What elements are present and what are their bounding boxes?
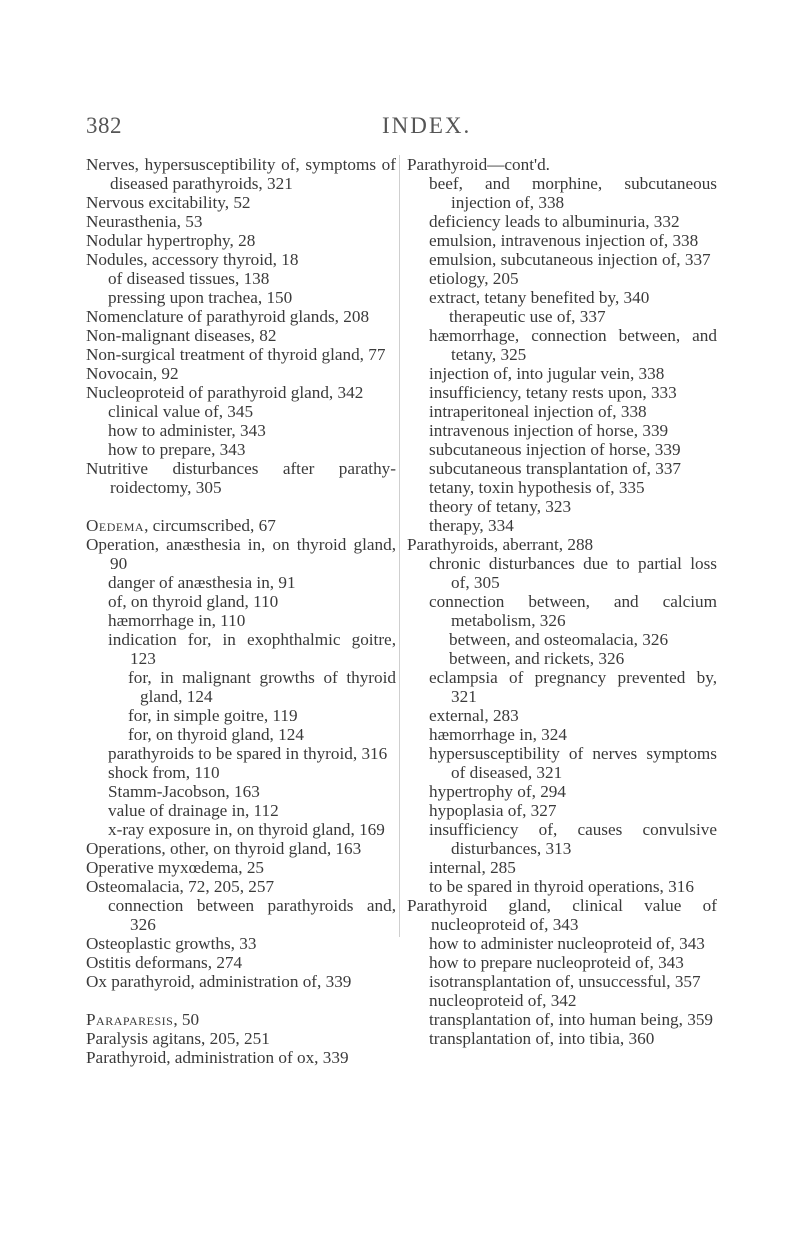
index-subentry: external, 283 bbox=[429, 706, 519, 725]
index-subentry: nucleoproteid of, 342 bbox=[429, 991, 577, 1010]
index-column-right bbox=[407, 155, 717, 1048]
index-subentry: how to administer, 343 bbox=[108, 421, 266, 440]
index-subentry: insufficiency, tetany rests upon, 333 bbox=[429, 383, 677, 402]
index-subentry: for, in malignant growths of thyroid gland, 124 bbox=[128, 668, 396, 706]
index-subentry: hypertrophy of, 294 bbox=[429, 782, 566, 801]
index-subentry: hæmorrhage in, 324 bbox=[429, 725, 567, 744]
index-entry: Osteoplastic growths, 33 bbox=[86, 934, 257, 953]
page-title: INDEX. bbox=[382, 113, 472, 138]
index-entry: Nerves, hypersusceptibility of, symptoms of diseased parathyroids, 321 bbox=[86, 155, 396, 193]
index-subentry: theory of tetany, 323 bbox=[429, 497, 572, 516]
index-subentry: therapy, 334 bbox=[429, 516, 514, 535]
index-subentry: beef, and morphine, subcutaneous injection of, 338 bbox=[429, 174, 717, 212]
index-subentry: how to administer nucleoproteid of, 343 bbox=[429, 934, 705, 953]
index-subentry: for, in simple goitre, 119 bbox=[128, 706, 298, 725]
index-entry: Oedema, circumscribed, 67 bbox=[86, 516, 276, 535]
letter-section-gap bbox=[86, 991, 396, 1010]
index-entry: Non-malignant diseases, 82 bbox=[86, 326, 277, 345]
letter-section-gap bbox=[86, 497, 396, 516]
index-entry: Paralysis agitans, 205, 251 bbox=[86, 1029, 270, 1048]
index-subentry: parathyroids to be spared in thyroid, 316 bbox=[108, 744, 388, 763]
index-subentry: transplantation of, into tibia, 360 bbox=[429, 1029, 655, 1048]
index-subentry: x-ray exposure in, on thyroid gland, 169 bbox=[108, 820, 385, 839]
index-entry: Nucleoproteid of parathyroid gland, 342 bbox=[86, 383, 364, 402]
index-subentry: subcutaneous injection of horse, 339 bbox=[429, 440, 681, 459]
index-subentry: how to prepare, 343 bbox=[108, 440, 246, 459]
index-subentry: hæmorrhage in, 110 bbox=[108, 611, 246, 630]
index-entry: Ox parathyroid, administration of, 339 bbox=[86, 972, 352, 991]
index-subentry: of diseased tissues, 138 bbox=[108, 269, 270, 288]
column-divider bbox=[399, 155, 400, 937]
index-entry: Operations, other, on thyroid gland, 163 bbox=[86, 839, 362, 858]
index-subentry: to be spared in thyroid operations, 316 bbox=[429, 877, 694, 896]
index-subentry: transplantation of, into human being, 359 bbox=[429, 1010, 714, 1029]
index-subentry: indication for, in exophthalmic goitre, 123 bbox=[108, 630, 396, 668]
index-entry: Parathyroid gland, clinical value of nucleoproteid of, 343 bbox=[407, 896, 717, 934]
index-entry: Nodular hypertrophy, 28 bbox=[86, 231, 256, 250]
index-subentry: pressing upon trachea, 150 bbox=[108, 288, 293, 307]
index-subentry: clinical value of, 345 bbox=[108, 402, 254, 421]
index-entry: Osteomalacia, 72, 205, 257 bbox=[86, 877, 275, 896]
index-subentry: deficiency leads to albuminuria, 332 bbox=[429, 212, 680, 231]
index-subentry: subcutaneous transplantation of, 337 bbox=[429, 459, 682, 478]
index-subentry: for, on thyroid gland, 124 bbox=[128, 725, 304, 744]
index-subentry: hypersusceptibility of nerves symptoms of diseased, 321 bbox=[429, 744, 717, 782]
index-subentry: hæmorrhage, connection between, and tetany, 325 bbox=[429, 326, 717, 364]
index-entry: Parathyroid, administration of ox, 339 bbox=[86, 1048, 349, 1067]
index-subentry: intraperitoneal injection of, 338 bbox=[429, 402, 647, 421]
index-subentry: between, and rickets, 326 bbox=[449, 649, 625, 668]
index-subentry: connection between, and calcium metabolism, 326 bbox=[429, 592, 717, 630]
index-entry: Operative myxœdema, 25 bbox=[86, 858, 265, 877]
index-subentry: chronic disturbances due to partial loss of, 305 bbox=[429, 554, 717, 592]
index-column-left bbox=[86, 155, 396, 1067]
index-subentry: Stamm-Jacobson, 163 bbox=[108, 782, 260, 801]
index-entry: Ostitis deformans, 274 bbox=[86, 953, 243, 972]
index-subentry: tetany, toxin hypothesis of, 335 bbox=[429, 478, 645, 497]
index-entry: Neurasthenia, 53 bbox=[86, 212, 203, 231]
index-entry: Non-surgical treatment of thyroid gland, 77 bbox=[86, 345, 386, 364]
index-entry: Operation, anæsthesia in, on thyroid gland, 90 bbox=[86, 535, 396, 573]
index-subentry: isotransplantation of, unsuccessful, 357 bbox=[429, 972, 701, 991]
index-entry: Parathyroid—cont'd. bbox=[407, 155, 550, 174]
index-entry: Novocain, 92 bbox=[86, 364, 179, 383]
index-subentry: eclampsia of pregnancy prevented by, 321 bbox=[429, 668, 717, 706]
page-number: 382 bbox=[86, 113, 122, 138]
index-subentry: emulsion, intravenous injection of, 338 bbox=[429, 231, 699, 250]
index-subentry: of, on thyroid gland, 110 bbox=[108, 592, 279, 611]
index-subentry: how to prepare nucleoproteid of, 343 bbox=[429, 953, 684, 972]
index-subentry: value of drainage in, 112 bbox=[108, 801, 279, 820]
index-subentry: between, and osteomalacia, 326 bbox=[449, 630, 669, 649]
index-subentry: hypoplasia of, 327 bbox=[429, 801, 557, 820]
index-subentry: insufficiency of, causes convulsive disturbances, 313 bbox=[429, 820, 717, 858]
index-subentry: internal, 285 bbox=[429, 858, 516, 877]
index-entry: Parathyroids, aberrant, 288 bbox=[407, 535, 594, 554]
index-subentry: intravenous injection of horse, 339 bbox=[429, 421, 669, 440]
index-subentry: etiology, 205 bbox=[429, 269, 519, 288]
index-subentry: extract, tetany benefited by, 340 bbox=[429, 288, 650, 307]
index-entry: Nomenclature of parathyroid glands, 208 bbox=[86, 307, 370, 326]
index-subentry: injection of, into jugular vein, 338 bbox=[429, 364, 665, 383]
index-subentry: shock from, 110 bbox=[108, 763, 220, 782]
index-entry: Paraparesis, 50 bbox=[86, 1010, 200, 1029]
index-entry: Nodules, accessory thyroid, 18 bbox=[86, 250, 299, 269]
index-subentry: emulsion, subcutaneous injection of, 337 bbox=[429, 250, 711, 269]
index-subentry: therapeutic use of, 337 bbox=[449, 307, 606, 326]
index-subentry: connection between parathyroids and, 326 bbox=[108, 896, 396, 934]
index-entry: Nutritive disturbances after parathyroidectomy, 305 bbox=[86, 459, 396, 497]
index-entry: Nervous excitability, 52 bbox=[86, 193, 251, 212]
index-subentry: danger of anæsthesia in, 91 bbox=[108, 573, 296, 592]
